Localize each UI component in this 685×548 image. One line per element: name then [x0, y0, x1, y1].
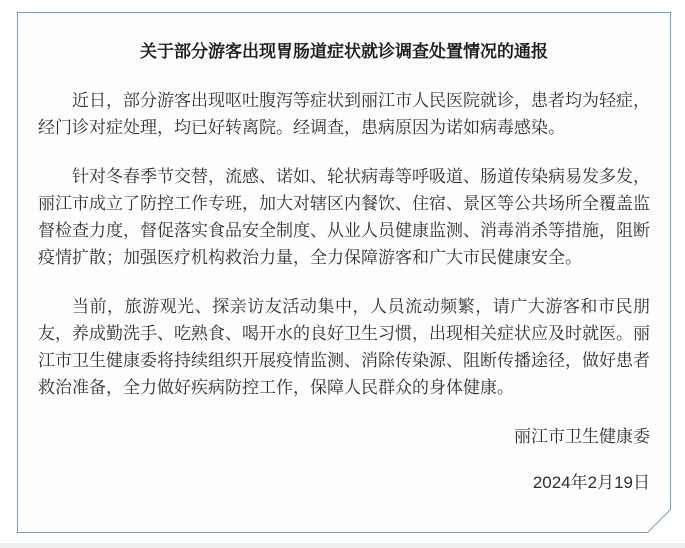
notice-document [17, 12, 671, 533]
page-bottom-strip [0, 543, 685, 548]
notice-date: 2024年2月19日 [532, 473, 650, 492]
notice-paragraph-2: 针对冬春季节交替，流感、诺如、轮状病毒等呼吸道、肠道传染病易发多发，丽江市成立了防控工作专班，加大对辖区内餐饮、住宿、景区等公共场所全覆盖监督检查力度，督促落实食品安全制度、从业人员健康监测、消毒消杀等措施，阻断疫情扩散；加强医疗机构救治力量，全力保障游客和广大市民健康安全。 [38, 167, 650, 267]
notice-title: 关于部分游客出现胃肠道症状就诊调查处置情况的通报 [140, 42, 548, 61]
notice-paragraph-3: 当前，旅游观光、探亲访友活动集中，人员流动频繁，请广大游客和市民朋友，养成勤洗手、吃熟食、喝开水的良好卫生习惯，出现相关症状应及时就医。丽江市卫生健康委将持续组织开展疫情监测、消除传染源、阻断传播途径，做好患者救治准备，全力做好疾病防控工作，保障人民群众的身体健康。 [38, 297, 650, 397]
document-content [17, 12, 671, 533]
notice-signature: 丽江市卫生健康委 [514, 427, 650, 446]
notice-paragraph-1: 近日，部分游客出现呕吐腹泻等症状到丽江市人民医院就诊，患者均为轻症，经门诊对症处理，均已好转离院。经调查，患病原因为诺如病毒感染。 [38, 91, 650, 137]
